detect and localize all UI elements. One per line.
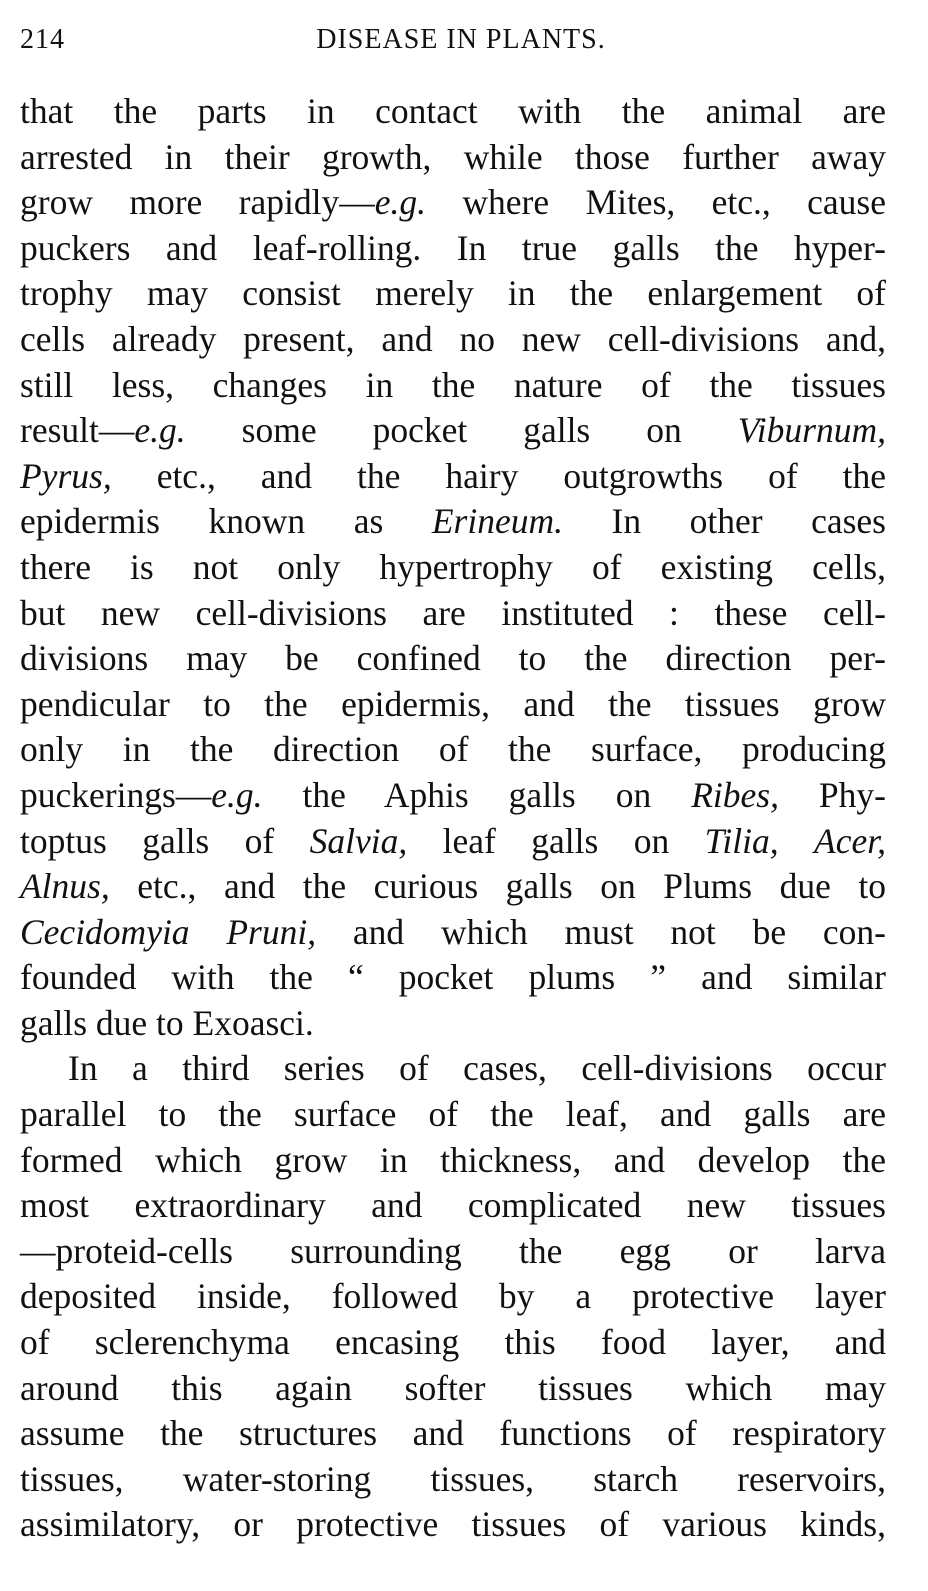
text-line: deposited inside, followed by a protective layer [20,1276,886,1317]
text-line: there is not only hypertrophy of existing cells, [20,546,886,587]
page-number: 214 [20,24,65,55]
italic-term: Cecidomyia Pruni, [20,911,317,952]
text-line: grow more rapidly—e.g. where Mites, etc., cause [20,182,886,223]
text-line: puckerings—e.g. the Aphis galls on Ribes, Phy- [20,774,886,815]
text-line: Cecidomyia Pruni, and which must not be con- [20,911,886,952]
text-line: Pyrus, etc., and the hairy outgrowths of the [20,455,886,496]
text-line: most extraordinary and complicated new tissues [20,1185,886,1226]
text-line: founded with the “ pocket plums ” and similar [20,957,886,998]
text-line: that the parts in contact with the animal are [20,91,886,131]
italic-term: Viburnum, [737,410,886,451]
text-line: assimilatory, or protective tissues of various kinds, [20,1504,886,1545]
italic-term: Acer, [814,820,886,861]
text-line: arrested in their growth, while those further away [20,136,886,177]
text-line: only in the direction of the surface, producing [20,729,886,770]
text-line: of sclerenchyma encasing this food layer, and [20,1322,886,1363]
text-line: formed which grow in thickness, and develop the [20,1139,886,1180]
running-head [20,24,880,56]
body-text [20,89,886,1548]
text-line: epidermis known as Erineum. In other cases [20,501,886,542]
text-line: parallel to the surface of the leaf, and galls are [20,1094,886,1135]
text-line: divisions may be confined to the direction per- [20,638,886,679]
italic-term: e.g. [134,410,186,451]
text-line: toptus galls of Salvia, leaf galls on Tilia, Acer, [20,820,886,861]
running-title: DISEASE IN PLANTS. [316,24,606,55]
text-line: galls due to Exoasci. [20,1002,314,1043]
italic-term: Alnus, [20,866,110,907]
text-line: puckers and leaf-rolling. In true galls the hyper- [20,227,886,268]
italic-term: Salvia, [309,820,408,861]
italic-term: Erineum. [431,501,563,542]
text-line: result—e.g. some pocket galls on Viburnum, [20,410,886,451]
text-line: still less, changes in the nature of the tissues [20,364,886,405]
text-line: —proteid-cells surrounding the egg or larva [20,1230,886,1271]
italic-term: Tilia, [704,820,779,861]
text-line: cells already present, and no new cell-divisions and, [20,318,886,359]
text-line: Alnus, etc., and the curious galls on Plums due to [20,866,886,907]
italic-term: Pyrus, [20,455,112,496]
text-line: assume the structures and functions of respiratory [20,1413,886,1454]
italic-term: e.g. [211,774,263,815]
text-line: around this again softer tissues which may [20,1367,886,1408]
italic-term: e.g. [374,182,427,223]
text-line: but new cell-divisions are instituted : these cell- [20,592,886,633]
text-line: tissues, water-storing tissues, starch reservoirs, [20,1458,886,1499]
text-line: In a third series of cases, cell-divisions occur [68,1048,886,1089]
text-line: trophy may consist merely in the enlargement of [20,273,886,314]
italic-term: Ribes, [691,774,779,815]
text-line: pendicular to the epidermis, and the tissues grow [20,683,886,724]
